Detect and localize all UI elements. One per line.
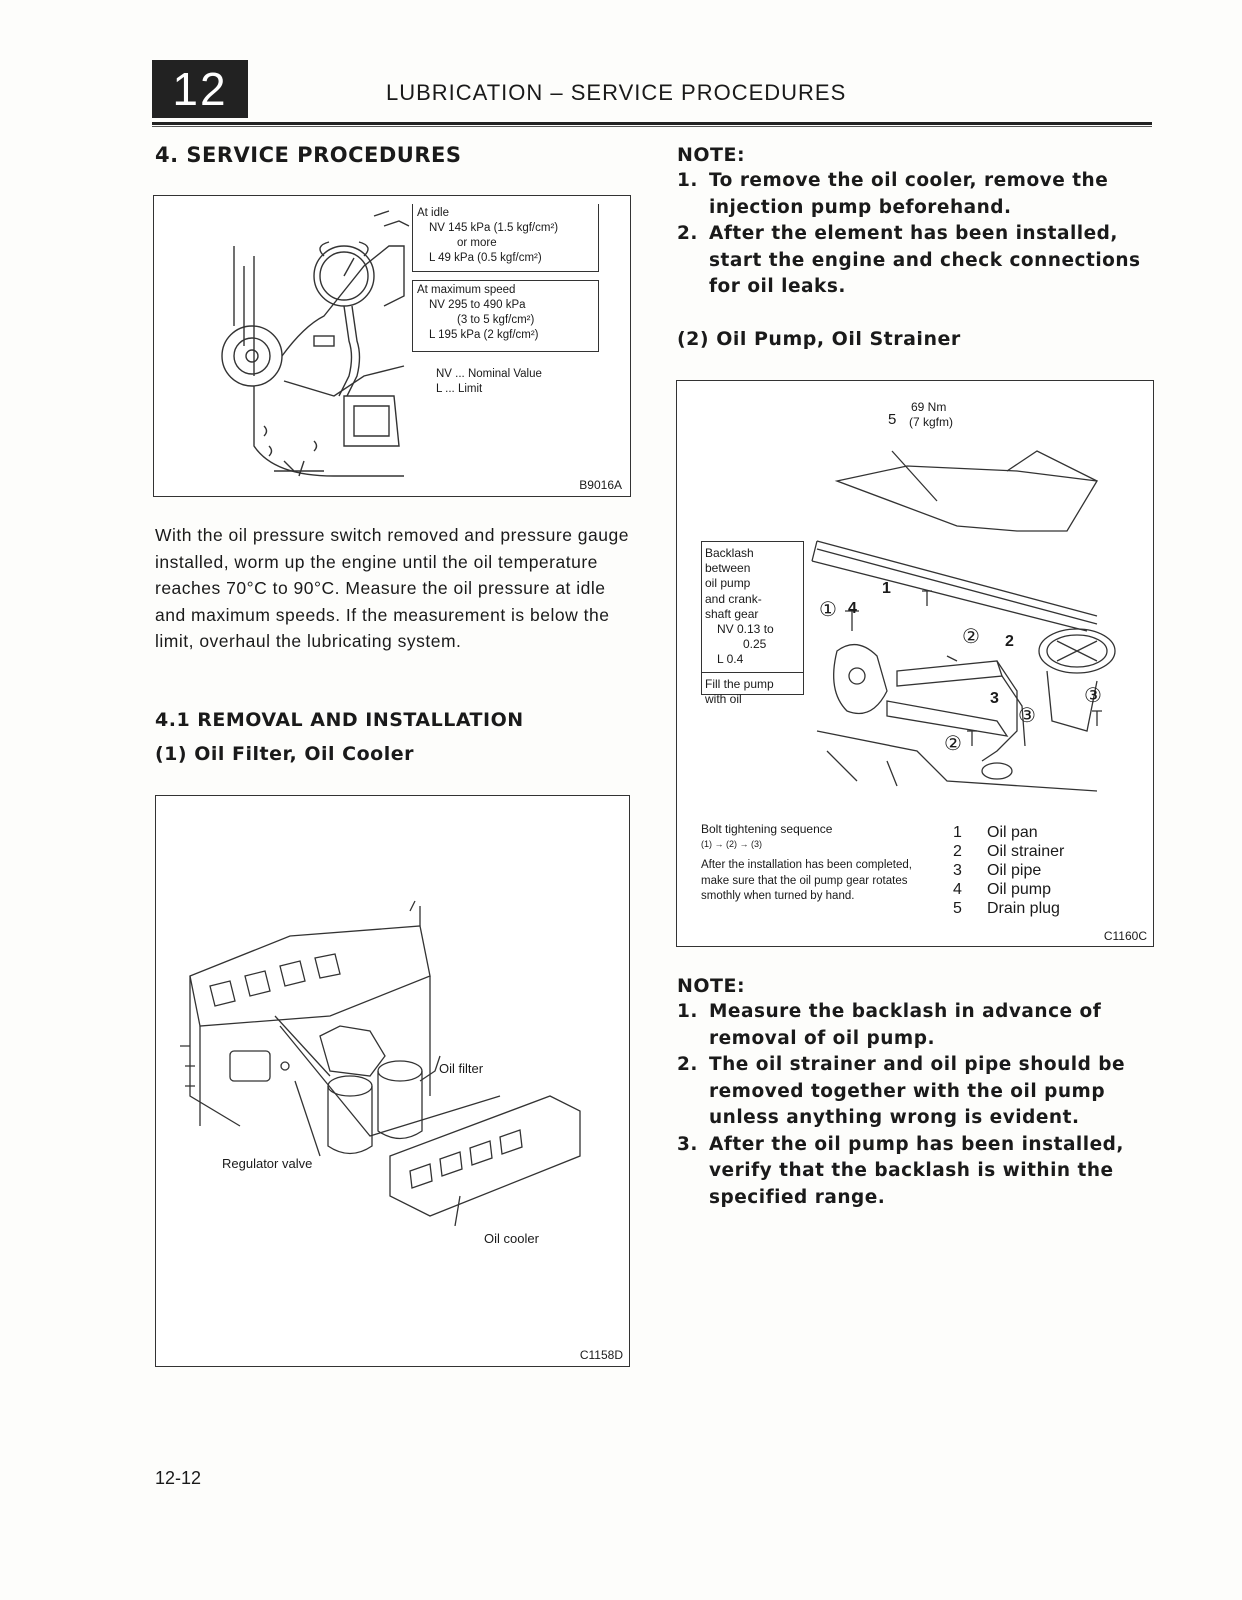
callout-5: 5 [888,411,897,428]
legend-number: 4 [953,881,962,898]
note-text: Measure the backlash in advance of removal of oil pump. [709,1001,1102,1049]
item-oil-pump-title: (2) Oil Pump, Oil Strainer [677,328,961,350]
bolt-sequence-title: Bolt tightening sequence [701,822,833,836]
max-title: At maximum speed [417,284,516,296]
backlash-line: and crank- [705,591,762,606]
gauge-idle-box [412,204,599,272]
note-item [677,221,1153,301]
legend-row [953,862,1064,881]
legend-row [953,824,1064,843]
note-text: After the oil pump has been installed, verify that the backlash is within the specified range. [709,1133,1124,1208]
backlash-line: between [705,561,751,576]
max-nv: NV 295 to 490 kPa [429,299,526,311]
figure-code: C1158D [579,1348,623,1362]
item-oil-filter-title: (1) Oil Filter, Oil Cooler [155,743,414,765]
note-number: 1. [677,1001,698,1022]
note-number: 1. [677,170,698,191]
page-title: LUBRICATION – SERVICE PROCEDURES [386,80,847,105]
legend-row [953,843,1064,862]
legend-label: Drain plug [987,900,1060,917]
legend-label: Oil pump [987,881,1052,898]
header-rule [152,122,1152,125]
label-regulator-valve: Regulator valve [222,1156,313,1171]
note-heading: NOTE: [677,144,746,166]
page-number: 12-12 [155,1468,202,1488]
idle-title: At idle [417,207,449,219]
body-paragraph: With the oil pressure switch removed and pressure gauge installed, worm up the engine until the oil temperature reaches 70°C to 90°C. Measure the oil pressure at idle and maximum speeds. If the measurement is below the limit, overhaul the lubricating system. [155,525,629,651]
note-item [677,1132,1153,1212]
idle-limit: L 49 kPa (0.5 kgf/cm²) [429,252,542,264]
max-limit: L 195 kPa (2 kgf/cm²) [429,329,539,341]
note-list [677,168,1153,301]
torque-value: 69 Nm [911,400,947,414]
legend-number: 2 [953,843,962,860]
callout-circled-3: ③ [1084,685,1102,707]
max-nv-unit: (3 to 5 kgf/cm²) [457,314,535,326]
figure-code: B9016A [579,478,622,492]
figure-oil-pump [676,380,1154,947]
callout-3: 3 [990,690,999,707]
l-legend: L ... Limit [436,383,483,395]
note-item [677,999,1153,1052]
subsection-title: 4.1 REMOVAL AND INSTALLATION [155,709,524,731]
torque-kgf: (7 kgfm) [909,415,954,429]
backlash-box [701,541,804,706]
idle-nv-more: or more [457,237,497,249]
callout-4: 4 [848,600,857,617]
callout-circled-2b: ② [944,733,962,755]
nv-legend: NV ... Nominal Value [436,368,542,380]
gauge-max-box [412,280,599,352]
fill-line: Fill the pump [705,676,774,691]
legend-label: Oil pipe [987,862,1042,879]
figure-oil-filter [155,795,630,1367]
idle-nv: NV 145 kPa (1.5 kgf/cm²) [429,222,559,234]
legend-label: Oil pan [987,824,1038,841]
backlash-limit: L 0.4 [717,652,744,667]
callout-circled-3b: ③ [1018,705,1036,727]
header-rule-thin [152,126,1152,127]
note-text: To remove the oil cooler, remove the injection pump beforehand. [709,170,1109,218]
backlash-nv-max: 0.25 [743,637,767,652]
note-item [677,1052,1153,1132]
figure-code: C1160C [1103,929,1147,943]
legend-number: 1 [953,824,962,841]
backlash-line: shaft gear [705,606,759,621]
backlash-line: Backlash [705,546,754,560]
figure-oil-pressure [153,195,631,497]
note-list [677,999,1153,1211]
legend-number: 3 [953,862,962,879]
callout-1: 1 [882,580,891,597]
note-number: 2. [677,1054,698,1075]
callout-circled-1: ① [819,599,837,621]
legend-row [953,900,1064,919]
backlash-nv: NV 0.13 to [717,622,774,637]
callout-circled-2: ② [962,626,980,648]
note-number: 2. [677,223,698,244]
oil-cooler-drawing [170,896,590,1226]
note-text: The oil strainer and oil pipe should be removed together with the oil pump unless anything wrong is evident. [709,1054,1126,1128]
label-oil-cooler: Oil cooler [484,1231,539,1246]
bolt-sequence: (1) → (2) → (3) [701,839,763,849]
engine-gauge-drawing [214,206,414,486]
note-heading: NOTE: [677,975,746,997]
note-item [677,168,1153,221]
parts-legend [953,824,1064,919]
legend-label: Oil strainer [987,843,1065,860]
callout-2: 2 [1005,633,1014,650]
note-text: After the element has been installed, start the engine and check connections for oil leaks. [709,223,1141,297]
label-oil-filter: Oil filter [439,1061,484,1076]
chapter-badge: 12 [152,60,248,118]
legend-row [953,881,1064,900]
backlash-line: oil pump [705,576,751,591]
section-title: 4. SERVICE PROCEDURES [155,143,462,167]
fill-line: with oil [705,691,742,706]
legend-number: 5 [953,900,962,917]
after-install-text: After the installation has been completed, make sure that the oil pump gear rotates smothly when turned by hand. [701,859,912,902]
note-number: 3. [677,1133,698,1155]
